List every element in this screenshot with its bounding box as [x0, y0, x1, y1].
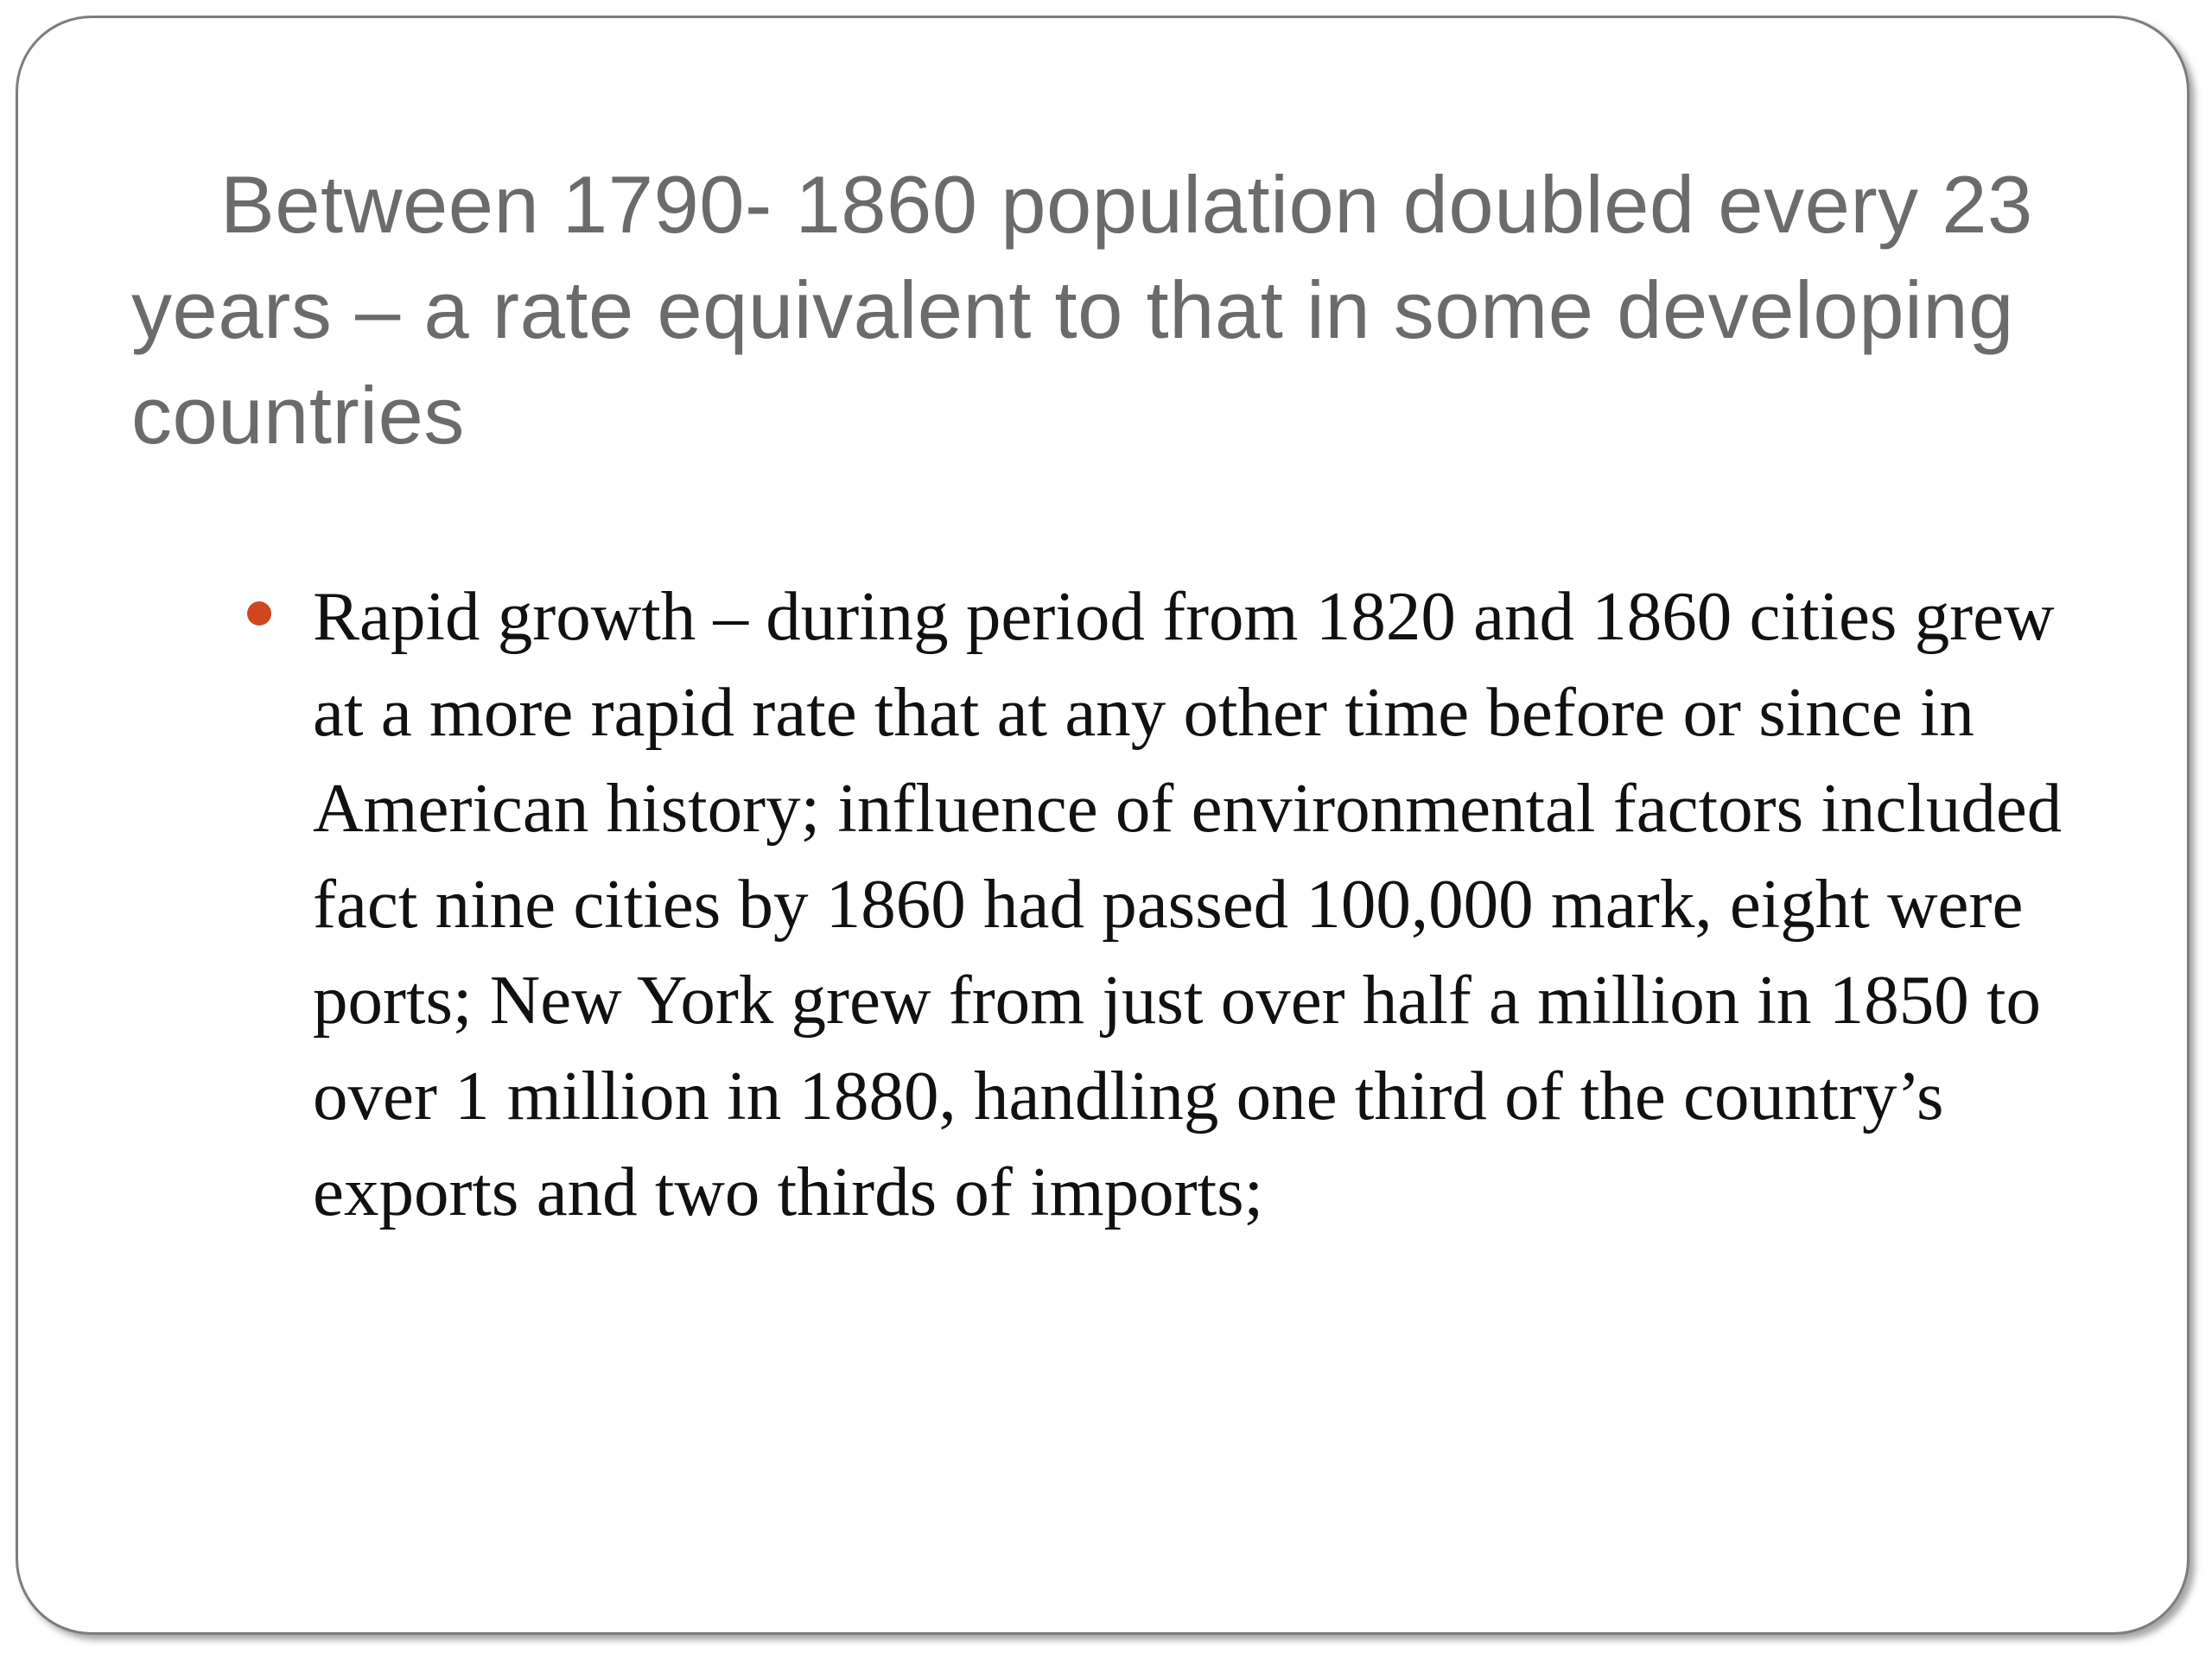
bullet-item	[242, 569, 2100, 1240]
slide-body	[242, 569, 2100, 1240]
bullet-text: Rapid growth – during period from 1820 and 1860 cities grew at a more rapid rate that at any other time before or since in American history; influence of environmental factors included fact nine cities by 1860 had passed 100,000 mark, eight were ports; New York grew from just over half a million in 1850 to over 1 million in 1880, handling one third of the country’s exports and two thirds of imports;	[313, 577, 2063, 1230]
bullet-dot-icon	[247, 601, 271, 626]
slide-title: Between 1790- 1860 population doubled every 23 years – a rate equivalent to that in some developing countries	[131, 159, 2033, 461]
